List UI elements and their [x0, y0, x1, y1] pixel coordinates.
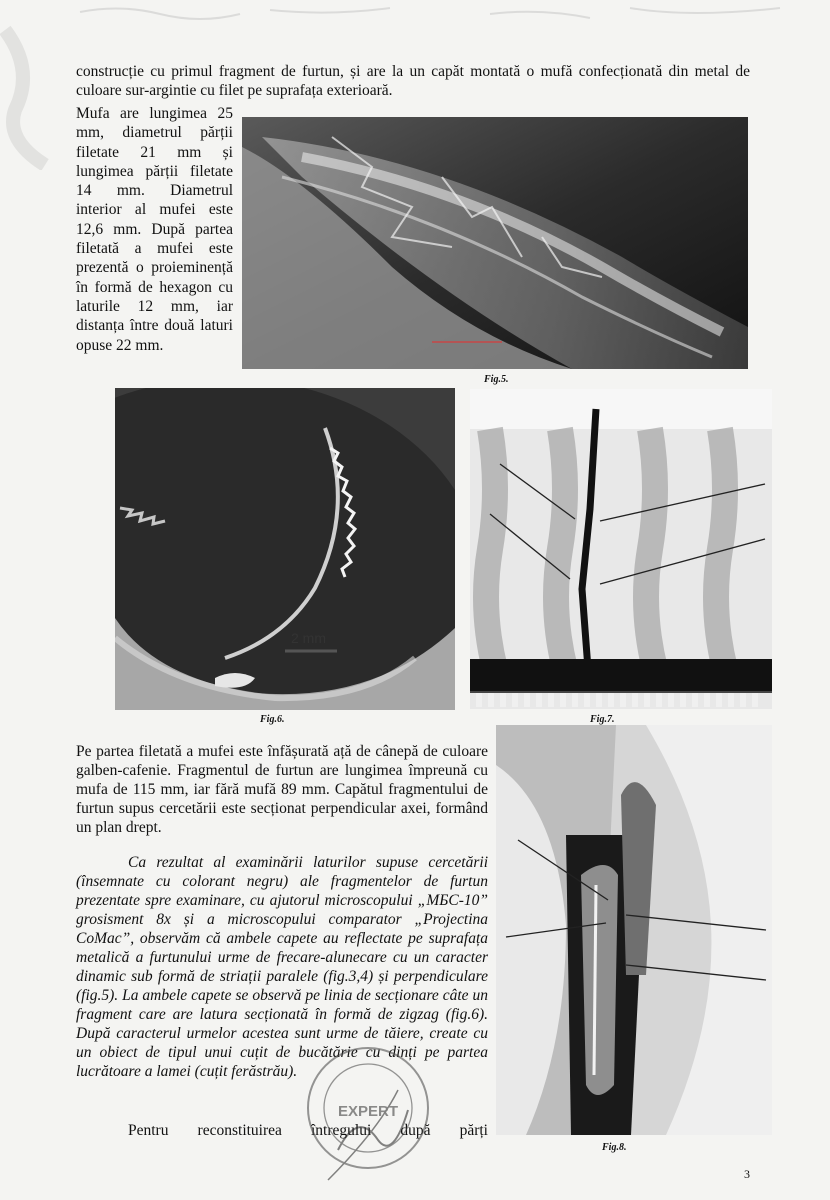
paragraph-reconstruction: Pentru reconstituirea întregului după părți	[128, 1122, 488, 1139]
figure-7-caption: Fig.7.	[590, 714, 615, 725]
paragraph-examination-results: Ca rezultat al examinării laturilor supuse cercetării (însemnate cu colorant negru) ale fragmentelor de furtun prezentate spre examinare, cu ajutorul microscopului „МБС-10” grosisment 8x și a microscopului comparator „Projectina CoMac”, observăm că ambele capete au reflectate pe suprafața metalică a furtunului urme de frecare-alunecare cu un caracter dinamic sub formă de striații paralele (fig.3,4) și perpendiculare (fig.5). La ambele capete se observă pe linia de secționare câte un fragment care are latura secționată în formă de zigzag (fig.6). După caracterul urmelor acestea sunt urme de tăiere, create cu un obiect de tipul unui cuțit de bucătărie cu dinți pe partea lucrătoare a lamei (cuțit ferăstrău).	[76, 854, 488, 1080]
figure-6-caption: Fig.6.	[260, 714, 285, 725]
paragraph-coupling-dimensions: Mufa are lungimea 25 mm, diametrul părții filetate 21 mm și lungimea părții filetate 14 mm. Diametrul interior al mufei este 12,6 mm. După partea filetată a mufei este prezentă o proieminență în formă de hexagon cu laturile 12 mm, iar distanța între două laturi opuse 22 mm.	[76, 105, 233, 354]
scale-bar-label: 2 mm	[291, 630, 326, 646]
paragraph-thread-and-length: Pe partea filetată a mufei este înfășurată ață de cânepă de culoare galben-cafenie. Fragmentul de furtun are lungimea împreună cu mufa de 115 mm, iar fără mufă 89 mm. Capătul fragmentului de furtun supus cercetării este secționat perpendicular axei, formând un plan drept.	[76, 743, 488, 836]
expert-seal-stamp	[298, 1040, 438, 1190]
figure-8-caption: Fig.8.	[602, 1142, 627, 1153]
figure-5-caption: Fig.5.	[484, 374, 509, 385]
left-edge-smudge	[0, 20, 70, 170]
svg-text:EXPERT: EXPERT	[337, 1103, 399, 1120]
figure-5-photo	[242, 117, 748, 369]
top-edge-scribble	[70, 0, 830, 28]
page-number: 3	[744, 1167, 750, 1181]
figure-6-photo	[115, 388, 455, 710]
figure-8-photo	[496, 725, 772, 1135]
figure-7-photo	[470, 389, 772, 709]
paragraph-construction: construcție cu primul fragment de furtun, și are la un capăt montată o mufă confecționată din metal de culoare sur-argintie cu filet pe suprafața exterioară.	[76, 63, 750, 99]
